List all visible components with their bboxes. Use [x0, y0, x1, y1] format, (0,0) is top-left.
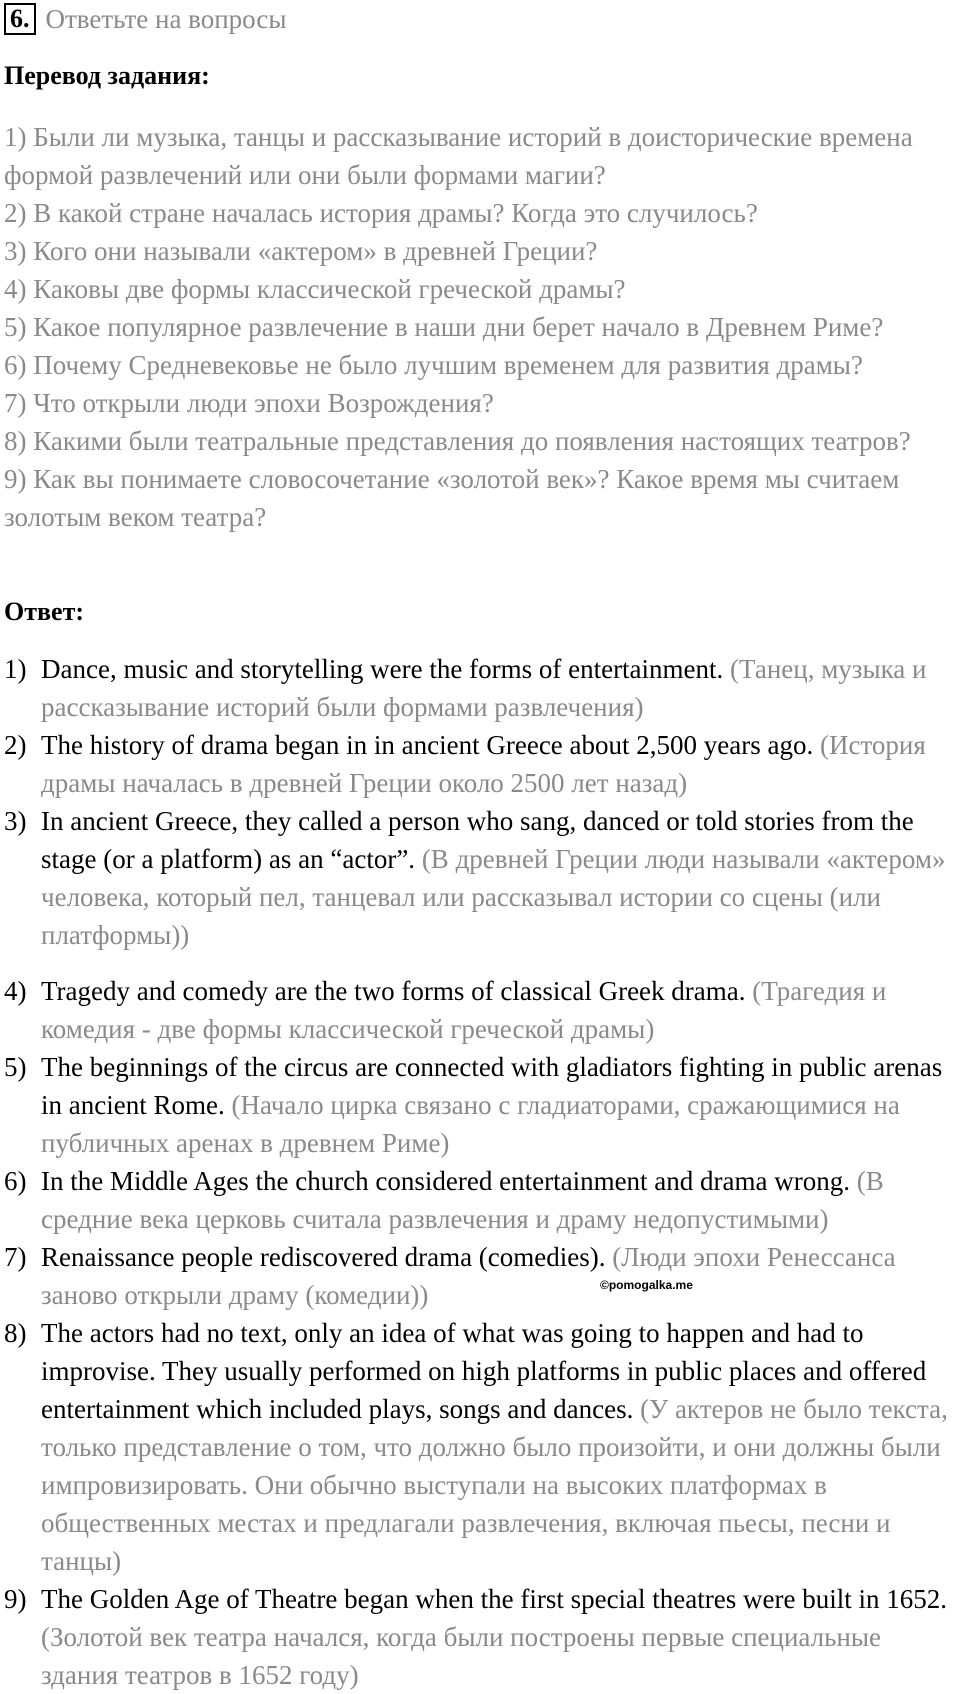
answer-russian: (Трагедия и комедия - две формы классической греческой драмы) — [41, 976, 887, 1044]
answer-russian: (В средние века церковь считала развлечения и драму недопустимыми) — [41, 1166, 884, 1234]
translation-question: 7) Что открыли люди эпохи Возрождения? — [4, 388, 494, 418]
answer-number: 6) — [4, 1166, 27, 1196]
answer-number: 3) — [4, 806, 27, 836]
answer-number: 2) — [4, 730, 27, 760]
answer-item — [4, 1162, 959, 1238]
answer-english: In the Middle Ages the church considered entertainment and drama wrong. — [41, 1166, 850, 1196]
task-header — [4, 3, 286, 39]
answer-english: The actors had no text, only an idea of what was going to happen and had to improvise. They usually performed on high platforms in public places and offered entertainment which included plays, songs and dances. — [41, 1318, 927, 1424]
answer-number: 4) — [4, 976, 27, 1006]
answer-item — [4, 726, 959, 802]
translation-heading: Перевод задания: — [4, 61, 210, 90]
translation-question: 2) В какой стране началась история драмы? Когда это случилось? — [4, 198, 758, 228]
translation-question: 5) Какое популярное развлечение в наши дни берет начало в Древнем Риме? — [4, 312, 884, 342]
answer-item — [4, 1314, 959, 1580]
translation-question: 4) Каковы две формы классической греческой драмы? — [4, 274, 626, 304]
answer-number: 8) — [4, 1318, 27, 1348]
answer-russian: (Начало цирка связано с гладиаторами, сражающимися на публичных аренах в древнем Риме) — [41, 1090, 900, 1158]
translation-question: 9) Как вы понимаете словосочетание «золотой век»? Какое время мы считаем золотым веком театра? — [4, 464, 900, 532]
answer-item — [4, 650, 959, 726]
translation-questions — [4, 118, 959, 536]
answer-item — [4, 802, 959, 954]
answer-english: Dance, music and storytelling were the forms of entertainment. — [41, 654, 724, 684]
answer-english: The Golden Age of Theatre began when the first special theatres were built in 1652. — [41, 1584, 947, 1614]
answer-number: 9) — [4, 1584, 27, 1614]
answer-item — [4, 1580, 959, 1694]
translation-question: 1) Были ли музыка, танцы и рассказывание историй в доисторические времена формой развлечений или они были формами магии? — [4, 122, 913, 190]
answer-english: In ancient Greece, they called a person who sang, danced or told stories from the stage (or a platform) as an “actor”. — [41, 806, 914, 874]
answer-english: Tragedy and comedy are the two forms of classical Greek drama. — [41, 976, 746, 1006]
answer-item — [4, 972, 959, 1048]
answer-item — [4, 1238, 959, 1314]
answer-russian: (Люди эпохи Ренессанса заново открыли драму (комедии)) — [41, 1242, 896, 1310]
task-number: 6. — [4, 3, 36, 35]
answer-list — [4, 650, 959, 1694]
answer-number: 7) — [4, 1242, 27, 1272]
answer-english: Renaissance people rediscovered drama (comedies). — [41, 1242, 606, 1272]
answer-russian: (Танец, музыка и рассказывание историй были формами развлечения) — [41, 654, 927, 722]
answer-english: The history of drama began in in ancient Greece about 2,500 years ago. — [41, 730, 814, 760]
answer-russian: (В древней Греции люди называли «актером» человека, который пел, танцевал или рассказывал истории со сцены (или платформы)) — [41, 844, 946, 950]
answer-english: The beginnings of the circus are connected with gladiators fighting in public arenas in ancient Rome. — [41, 1052, 943, 1120]
answer-number: 1) — [4, 654, 27, 684]
translation-question: 8) Какими были театральные представления до появления настоящих театров? — [4, 426, 911, 456]
answer-item — [4, 1048, 959, 1162]
answer-russian: (История драмы началась в древней Греции около 2500 лет назад) — [41, 730, 926, 798]
translation-question: 6) Почему Средневековье не было лучшим временем для развития драмы? — [4, 350, 863, 380]
answer-heading: Ответ: — [4, 597, 85, 626]
task-title: Ответьте на вопросы — [45, 3, 287, 34]
watermark: ©pomogalka.me — [600, 1278, 693, 1292]
answer-number: 5) — [4, 1052, 27, 1082]
answer-russian: (Золотой век театра начался, когда были построены первые специальные здания театров в 1652 году) — [41, 1622, 881, 1690]
answer-russian: (У актеров не было текста, только представление о том, что должно было произойти, и они должны были импровизировать. Они обычно выступали на высоких платформах в общественных местах и предлагали развлечения, включая пьесы, песни и танцы) — [41, 1394, 948, 1576]
translation-question: 3) Кого они называли «актером» в древней Греции? — [4, 236, 598, 266]
